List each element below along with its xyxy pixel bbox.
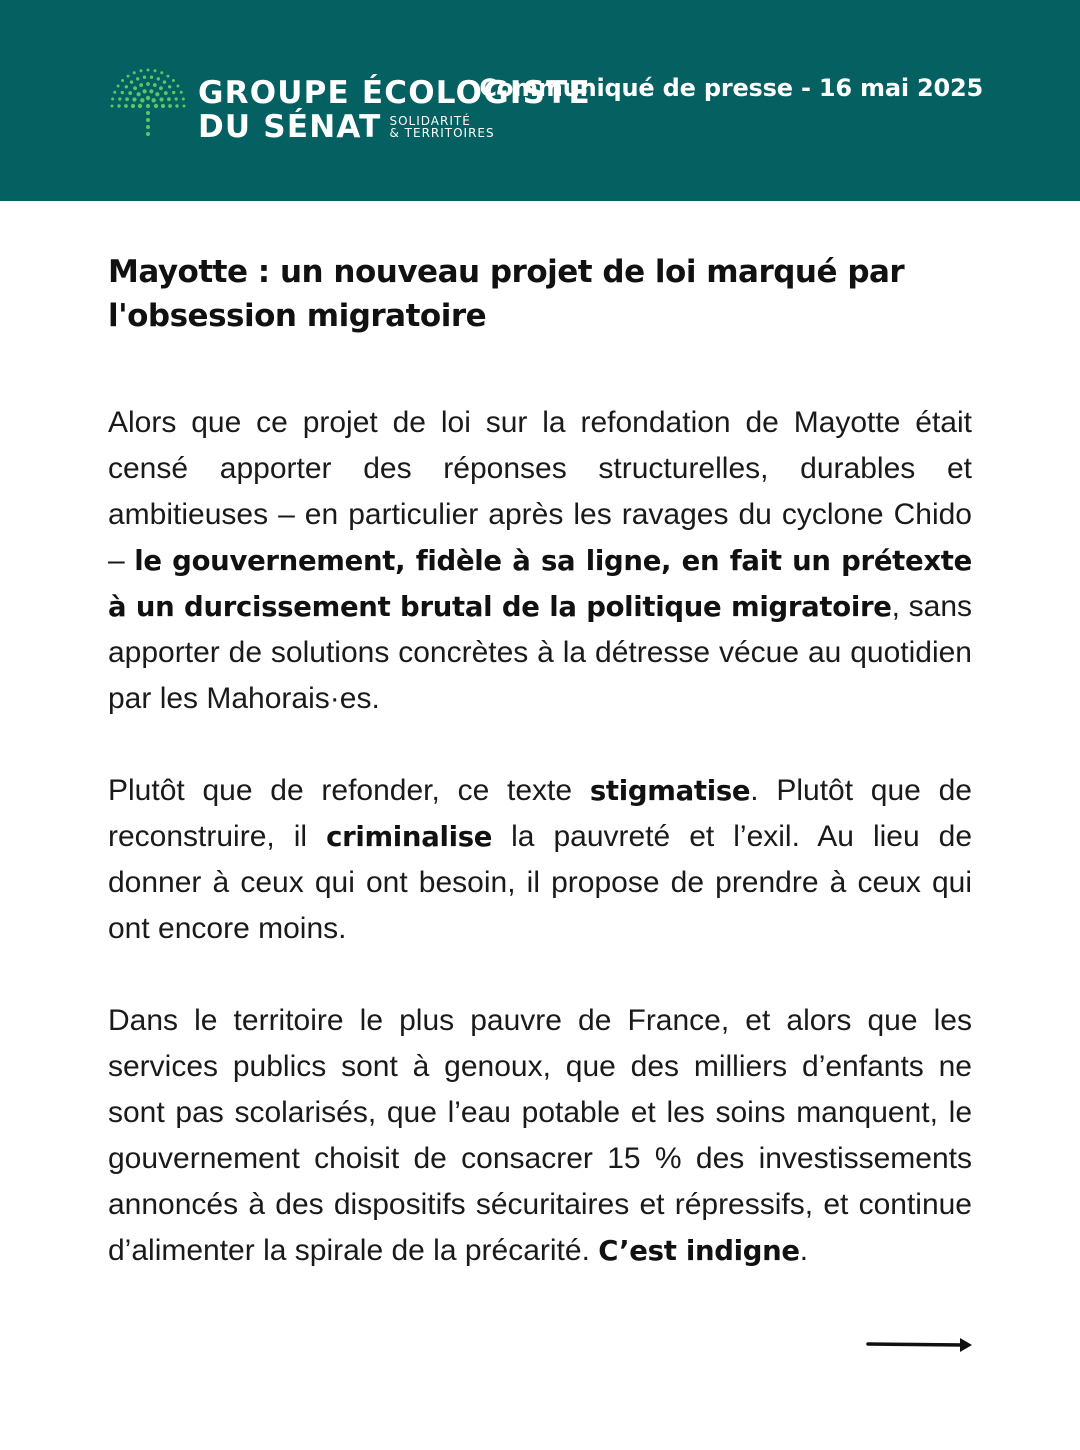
arrow-right-icon[interactable] [866, 1336, 974, 1354]
p2-mid: . Plutôt que de reconstruire, il [108, 774, 972, 853]
p2-text: Plutôt que de refonder, ce texte [108, 774, 590, 807]
logo-subtitle [389, 115, 494, 139]
logo-line2: DU SÉNAT [198, 109, 382, 145]
p2-bold-1: stigmatise [589, 775, 751, 807]
logo-line1: GROUPE ÉCOLOGISTE [198, 75, 591, 111]
paragraph-2 [108, 768, 972, 952]
article-body [108, 400, 972, 1320]
logo-sub1: SOLIDARITÉ [389, 114, 471, 128]
logo-line2-row [198, 110, 591, 144]
p2-end: la pauvreté et l’exil. Au lieu de donner à ceux qui ont besoin, il propose de prendre à ceux qui ont encore moins. [108, 820, 973, 945]
sunrise-dots-logo-icon [108, 64, 188, 142]
header-banner [0, 0, 1080, 201]
logo-sub2: & TERRITOIRES [389, 126, 495, 140]
paragraph-3 [108, 998, 972, 1274]
p3-end: . [799, 1234, 809, 1267]
p3-bold: C’est indigne [598, 1235, 800, 1267]
press-release-date: Communiqué de presse - 16 mai 2025 [479, 74, 983, 102]
paragraph-1 [108, 400, 972, 722]
p1-text: Alors que ce projet de loi sur la refondation de Mayotte était censé apporter des réponses structurelles, durables et ambitieuses – en particulier après les ravages du cyclone Chido – [108, 406, 972, 577]
p2-bold-2: criminalise [326, 821, 493, 853]
p1-end: , sans apporter de solutions concrètes à la détresse vécue au quotidien par les Mahorais·es. [108, 590, 972, 715]
p1-bold: le gouvernement, fidèle à sa ligne, en fait un prétexte à un durcissement brutal de la politique migratoire [108, 545, 972, 623]
p3-text: Dans le territoire le plus pauvre de France, et alors que les services publics sont à genoux, que des milliers d’enfants ne sont pas scolarisés, que l’eau potable et les soins manquent, le gouvernement choisit de consacrer 15 % des investissements annoncés à des dispositifs sécuritaires et répressifs, et continue d’alimenter la spirale de la précarité. [108, 1004, 972, 1267]
page-title: Mayotte : un nouveau projet de loi marqué par l'obsession migratoire [108, 254, 905, 334]
